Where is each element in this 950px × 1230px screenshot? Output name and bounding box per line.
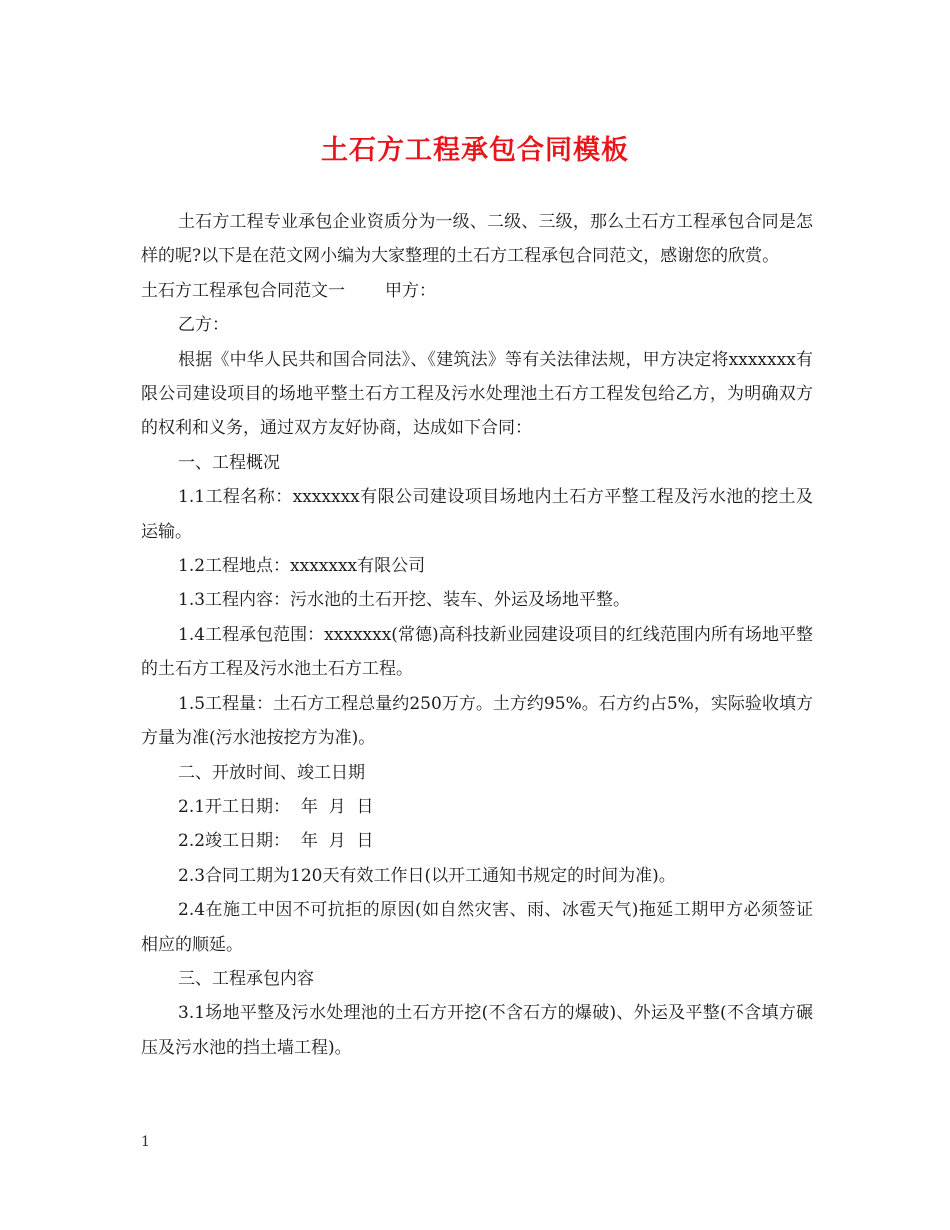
party-b-label: 乙方：	[178, 315, 229, 336]
clause-2-2: 2.2竣工日期： 年 月 日	[178, 831, 374, 852]
clause-1-5: 1.5工程量：土石方工程总量约250万方。土方约95%。石方约占5%，实际验收填方方量为准(污水池按挖方为准)。	[141, 693, 813, 749]
page-number: 1	[141, 1134, 150, 1150]
clause-1-3: 1.3工程内容：污水池的土石开挖、装车、外运及场地平整。	[178, 590, 631, 611]
document-body	[141, 205, 813, 1065]
section-3-heading: 三、工程承包内容	[178, 968, 314, 989]
party-a-label: 甲方：	[385, 280, 436, 301]
clause-1-1: 1.1工程名称：xxxxxxx有限公司建设项目场地内土石方平整工程及污水池的挖土及运输。	[141, 487, 813, 542]
section-2-heading: 二、开放时间、竣工日期	[178, 762, 365, 783]
sample-heading-line	[141, 274, 813, 308]
clause-1-4: 1.4工程承包范围：xxxxxxx(常德)高科技新业园建设项目的红线范围内所有场地平整的土石方工程及污水池土石方工程。	[141, 624, 813, 680]
clause-2-1: 2.1开工日期： 年 月 日	[178, 796, 374, 817]
clause-3-1: 3.1场地平整及污水处理池的土石方开挖(不含石方的爆破)、外运及平整(不含填方碾压及污水池的挡土墙工程)。	[141, 1003, 813, 1058]
sample-heading: 土石方工程承包合同范文一	[141, 280, 345, 301]
preamble-paragraph: 根据《中华人民共和国合同法》、《建筑法》等有关法律法规，甲方决定将xxxxxxx有限公司建设项目的场地平整土石方工程及污水处理池土石方工程发包给乙方，为明确双方的权利和义务，通过双方友好协商，达成如下合同：	[141, 349, 813, 439]
clause-2-4: 2.4在施工中因不可抗拒的原因(如自然灾害、雨、冰雹天气)拖延工期甲方必须签证相应的顺延。	[141, 900, 813, 955]
section-1-heading: 一、工程概况	[178, 452, 280, 473]
document-title: 土石方工程承包合同模板	[321, 135, 629, 166]
clause-1-2: 1.2工程地点：xxxxxxx有限公司	[178, 556, 426, 577]
clause-2-3: 2.3合同工期为120天有效工作日(以开工通知书规定的时间为准)。	[178, 865, 676, 886]
intro-paragraph: 土石方工程专业承包企业资质分为一级、二级、三级，那么土石方工程承包合同是怎样的呢?以下是在范文网小编为大家整理的土石方工程承包合同范文，感谢您的欣赏。	[141, 212, 813, 267]
